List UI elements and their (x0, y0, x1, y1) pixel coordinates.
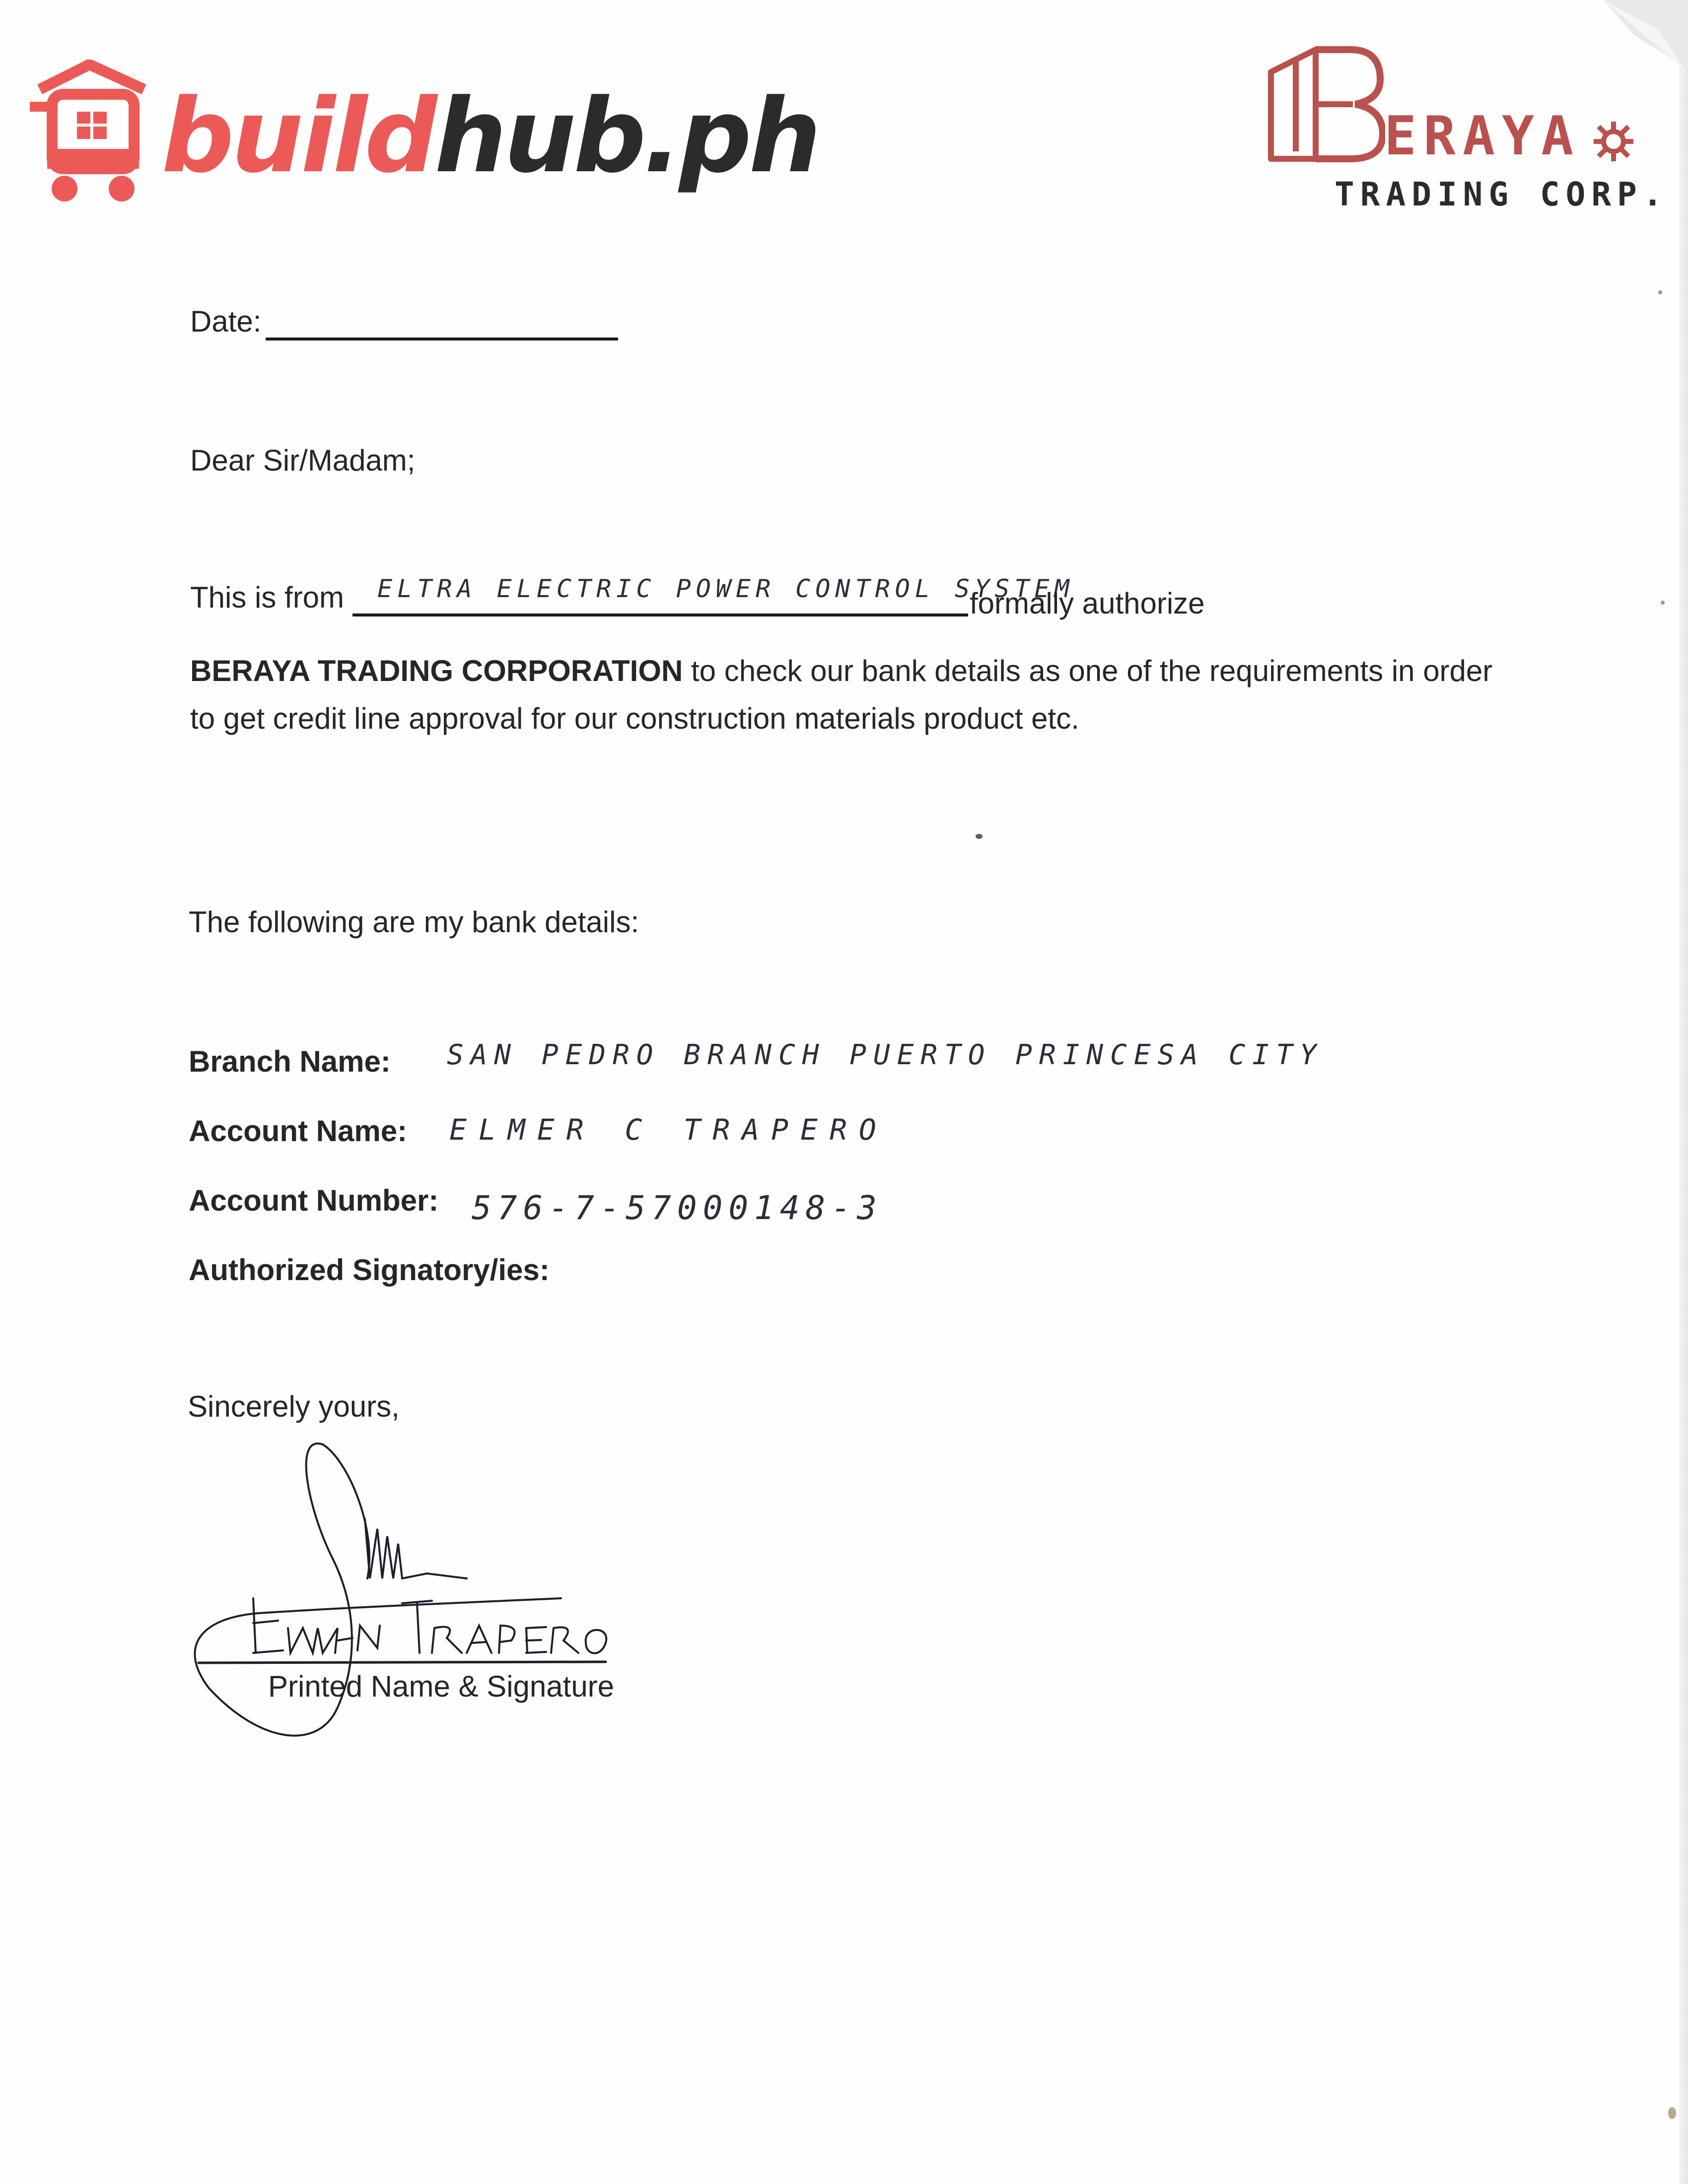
salutation: Dear Sir/Madam; (190, 444, 416, 477)
buildhub-logo (30, 60, 819, 208)
buildhub-wordmark (161, 79, 818, 194)
scan-speck (1668, 2107, 1676, 2119)
scan-speck (976, 834, 983, 839)
account-name-label: Account Name: (189, 1114, 408, 1148)
authorize-line-2: to get credit line approval for our construction materials product etc. (190, 702, 1079, 735)
from-company-handwritten: ELTRA ELECTRIC POWER CONTROL SYSTEM (377, 574, 1074, 603)
account-number-label: Account Number: (189, 1184, 439, 1217)
buildhub-dark-text: hub.ph (434, 77, 819, 196)
beraya-name: ERAYA (1384, 105, 1581, 167)
beraya-logo (1261, 45, 1669, 223)
date-label: Date: (190, 305, 262, 338)
buildhub-accent-text: build (161, 77, 434, 196)
date-underline (266, 338, 618, 341)
scan-speck (1658, 290, 1662, 294)
closing: Sincerely yours, (188, 1390, 400, 1423)
account-name-handwritten: ELMER C TRAPERO (449, 1113, 888, 1147)
branch-label: Branch Name: (189, 1045, 391, 1078)
signature-caption: Printed Name & Signature (268, 1670, 615, 1703)
from-suffix: formally authorize (970, 587, 1205, 620)
scan-speck (1661, 601, 1665, 605)
authorize-line-1 (190, 653, 1492, 689)
signatory-label: Authorized Signatory/ies: (189, 1253, 550, 1287)
signature-drawing (169, 1430, 616, 1757)
beraya-monogram-icon (1266, 45, 1385, 174)
beraya-subtitle: TRADING CORP. (1335, 175, 1669, 213)
gear-icon (1591, 119, 1636, 164)
page-edge-shadow (1679, 0, 1688, 2184)
from-prefix: This is from (190, 581, 345, 614)
account-number-handwritten: 576-7-57000148-3 (472, 1189, 883, 1227)
authorize-rest: to check our bank details as one of the requirements in order (683, 654, 1493, 687)
bank-intro: The following are my bank details: (189, 905, 639, 939)
from-underline (352, 614, 968, 616)
shopping-cart-house-icon (30, 60, 154, 208)
authorize-company: BERAYA TRADING CORPORATION (190, 654, 683, 687)
branch-value-handwritten: SAN PEDRO BRANCH PUERTO PRINCESA CITY (447, 1039, 1324, 1071)
